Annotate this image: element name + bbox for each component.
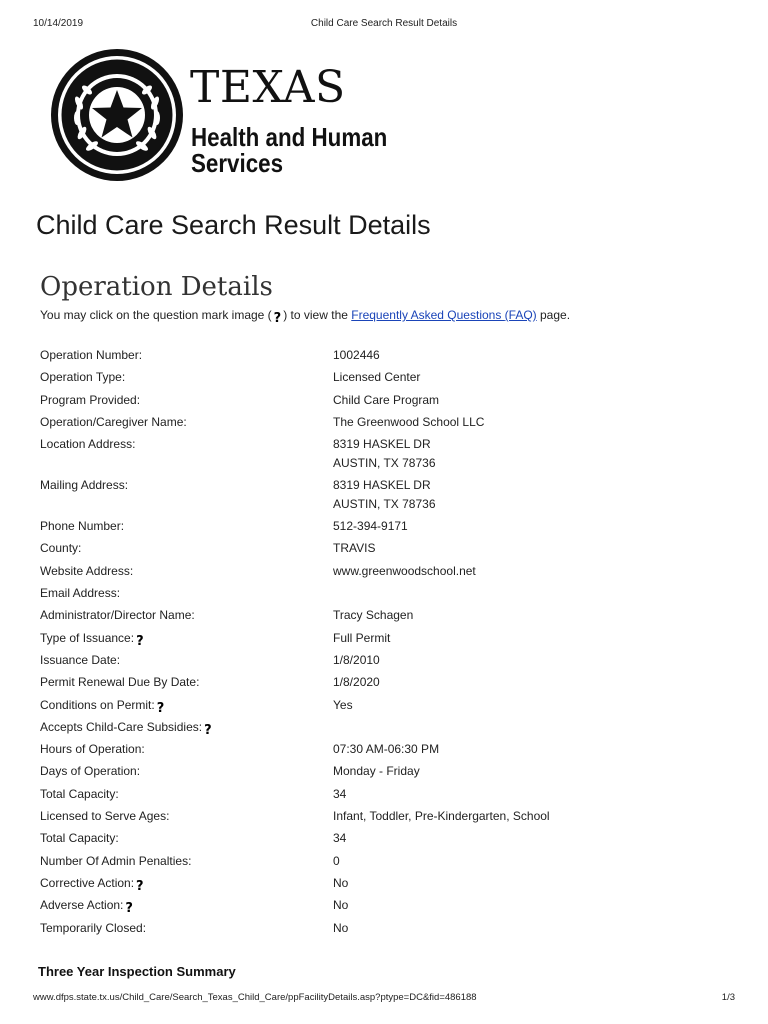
detail-value: Tracy Schagen (333, 608, 414, 623)
detail-row (40, 852, 720, 874)
detail-label (40, 435, 333, 476)
print-url: www.dfps.state.tx.us/Child_Care/Search_Texas_Child_Care/ppFacilityDetails.asp?ptype=DC&fid=486188 (33, 992, 477, 1003)
detail-value: TRAVIS (333, 541, 376, 556)
detail-label (40, 807, 333, 829)
detail-row (40, 368, 720, 390)
detail-row (40, 785, 720, 807)
detail-value: Licensed Center (333, 370, 421, 385)
detail-row (40, 762, 720, 784)
faq-note-prefix: You may click on the question mark image ( (40, 308, 272, 322)
detail-row (40, 829, 720, 851)
detail-label (40, 539, 333, 561)
section-title: Operation Details (40, 272, 273, 302)
detail-label (40, 919, 333, 941)
logo-hhs-wordmark: Health and Human Services (191, 122, 388, 178)
inspection-summary-heading: Three Year Inspection Summary (38, 964, 236, 979)
help-question-icon[interactable]: ? (125, 901, 133, 917)
detail-label-text: Mailing Address: (40, 478, 129, 493)
detail-value: Yes (333, 697, 353, 712)
detail-label-text: Temporarily Closed: (40, 920, 147, 935)
detail-label-text: Email Address: (40, 586, 121, 601)
detail-row (40, 874, 720, 896)
detail-row (40, 896, 720, 918)
detail-value-line: AUSTIN, TX 78736 (333, 456, 436, 471)
detail-label (40, 718, 333, 740)
print-footer (33, 992, 735, 1006)
detail-label (40, 874, 333, 896)
faq-note (40, 308, 571, 326)
detail-row (40, 696, 720, 718)
detail-label-text: Adverse Action: (40, 898, 124, 913)
detail-label (40, 762, 333, 784)
detail-label-text: Total Capacity: (40, 831, 119, 846)
detail-label (40, 606, 333, 628)
detail-label-text: Licensed to Serve Ages: (40, 809, 170, 824)
detail-row (40, 562, 720, 584)
detail-value: 0 (333, 853, 340, 868)
detail-row (40, 413, 720, 435)
faq-note-middle: ) to view the (283, 308, 352, 322)
detail-label (40, 584, 333, 606)
help-question-icon[interactable]: ? (136, 633, 144, 649)
detail-label-text: Operation/Caregiver Name: (40, 414, 187, 429)
detail-row (40, 651, 720, 673)
detail-value: Infant, Toddler, Pre-Kindergarten, School (333, 809, 550, 824)
detail-label (40, 651, 333, 673)
detail-row (40, 584, 720, 606)
detail-label-text: Hours of Operation: (40, 742, 145, 757)
detail-value: No (333, 875, 349, 890)
detail-row (40, 539, 720, 561)
detail-label (40, 852, 333, 874)
detail-label (40, 696, 333, 718)
detail-label-text: County: (40, 541, 82, 556)
detail-label-text: Permit Renewal Due By Date: (40, 675, 200, 690)
detail-value-line: 8319 HASKEL DR (333, 437, 431, 452)
print-doc-title: Child Care Search Result Details (310, 18, 458, 29)
detail-label-text: Location Address: (40, 437, 136, 452)
detail-label (40, 740, 333, 762)
detail-value: 1/8/2010 (333, 652, 380, 667)
detail-row (40, 435, 720, 476)
detail-label-text: Website Address: (40, 563, 134, 578)
detail-label-text: Operation Type: (40, 370, 126, 385)
detail-label (40, 476, 333, 517)
detail-row (40, 517, 720, 539)
texas-hhs-logo[interactable] (50, 48, 500, 184)
detail-value-line: AUSTIN, TX 78736 (333, 497, 436, 512)
detail-row (40, 606, 720, 628)
detail-value (333, 435, 720, 476)
faq-note-suffix: page. (536, 308, 571, 322)
detail-label (40, 896, 333, 918)
detail-value: 1002446 (333, 348, 380, 362)
faq-link[interactable]: Frequently Asked Questions (351, 308, 505, 322)
help-question-icon[interactable]: ? (273, 311, 282, 326)
detail-label-text: Issuance Date: (40, 652, 121, 667)
help-question-icon[interactable]: ? (136, 878, 144, 894)
detail-value-line: 8319 HASKEL DR (333, 478, 431, 493)
detail-value (333, 584, 720, 606)
detail-value: 1/8/2020 (333, 675, 380, 690)
detail-row (40, 673, 720, 695)
detail-label (40, 562, 333, 584)
faq-abbr-link[interactable]: (FAQ) (504, 308, 537, 322)
detail-label (40, 673, 333, 695)
detail-value (333, 718, 720, 740)
detail-label (40, 368, 333, 390)
detail-label-text: Corrective Action: (40, 875, 135, 890)
print-header (33, 18, 735, 32)
detail-value: www.greenwoodschool.net (333, 563, 476, 578)
detail-label-text: Conditions on Permit: (40, 697, 155, 712)
detail-row (40, 476, 720, 517)
detail-value: 34 (333, 831, 347, 846)
detail-label (40, 517, 333, 539)
detail-label (40, 413, 333, 435)
detail-row (40, 718, 720, 740)
detail-value: 34 (333, 786, 347, 801)
detail-row (40, 629, 720, 651)
detail-label-text: Type of Issuance: (40, 630, 135, 645)
detail-label-text: Operation Number: (40, 348, 143, 362)
detail-value: Child Care Program (333, 392, 440, 407)
detail-label-text: Number Of Admin Penalties: (40, 853, 192, 868)
detail-label-text: Phone Number: (40, 519, 125, 534)
detail-label-text: Administrator/Director Name: (40, 608, 195, 623)
detail-value (333, 476, 720, 517)
detail-row (40, 807, 720, 829)
detail-label-text: Program Provided: (40, 392, 141, 407)
detail-row (40, 919, 720, 941)
detail-label (40, 391, 333, 413)
detail-value: No (333, 920, 349, 935)
detail-label-text: Accepts Child-Care Subsidies: (40, 719, 203, 734)
help-question-icon[interactable]: ? (204, 722, 212, 738)
page-title: Child Care Search Result Details (36, 210, 431, 240)
detail-value: No (333, 898, 349, 913)
detail-value: 512-394-9171 (333, 519, 408, 534)
detail-label-text: Days of Operation: (40, 764, 141, 779)
operation-details-table (40, 346, 720, 941)
detail-row (40, 346, 720, 368)
detail-value: Full Permit (333, 630, 391, 645)
detail-value: 07:30 AM-06:30 PM (333, 742, 440, 757)
logo-texas-wordmark: TEXAS (190, 62, 346, 113)
detail-value: The Greenwood School LLC (333, 414, 485, 429)
print-page-number: 1/3 (721, 992, 735, 1003)
detail-label-text: Total Capacity: (40, 786, 119, 801)
detail-row (40, 391, 720, 413)
detail-label (40, 829, 333, 851)
detail-row (40, 740, 720, 762)
texas-seal-icon (50, 48, 184, 182)
detail-label (40, 785, 333, 807)
detail-value: Monday - Friday (333, 764, 420, 779)
detail-label (40, 629, 333, 651)
detail-label (40, 346, 333, 368)
print-date: 10/14/2019 (33, 18, 84, 29)
help-question-icon[interactable]: ? (156, 700, 165, 716)
